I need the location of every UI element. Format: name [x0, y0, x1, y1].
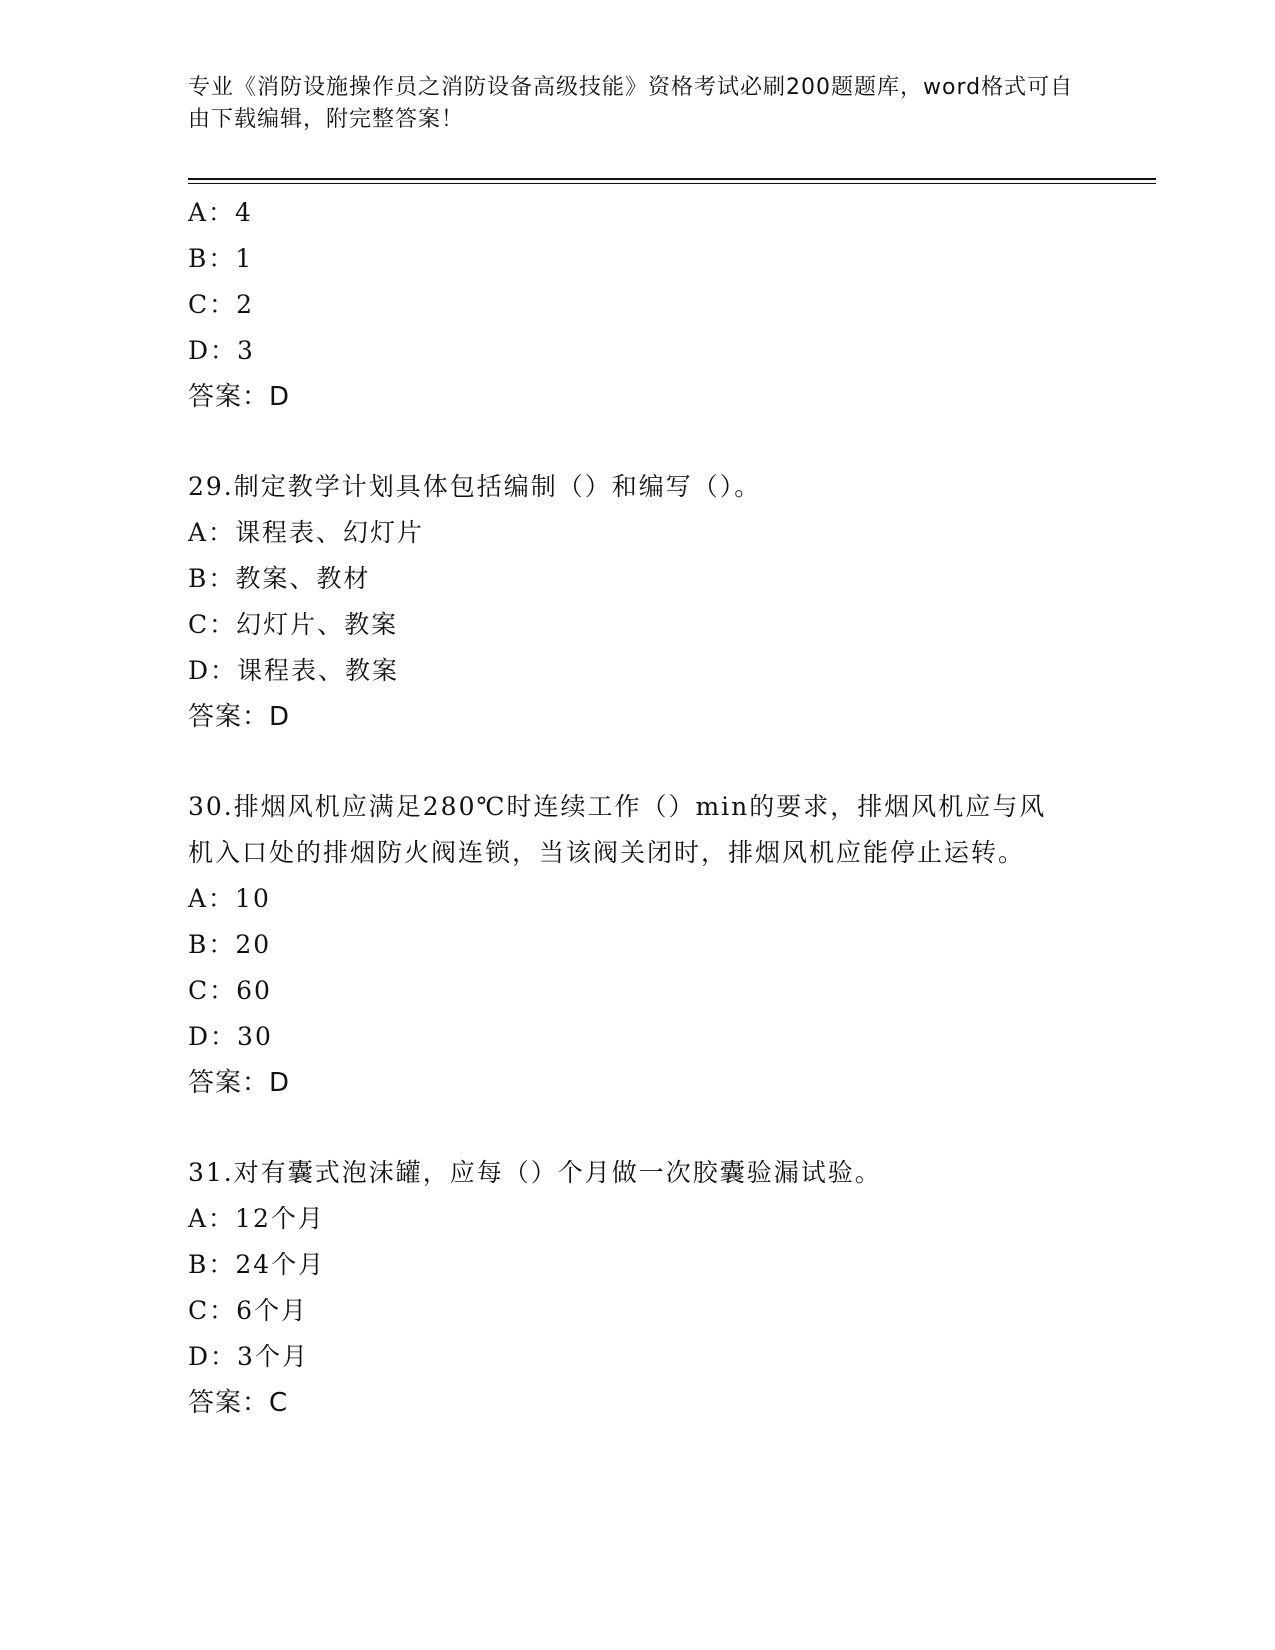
option-c: C：60: [188, 976, 272, 1005]
answer-line: 答案：D: [188, 1068, 291, 1098]
spacer: [188, 740, 1088, 784]
question-block-31: [188, 1150, 1088, 1426]
option-d: D：3: [188, 336, 255, 365]
question-block-30: [188, 784, 1088, 1106]
question-text: 30.排烟风机应满足280℃时连续工作（）min的要求，排烟风机应与风机入口处的排烟防火阀连锁，当该阀关闭时，排烟风机应能停止运转。: [188, 792, 1047, 867]
option-a: A：12个月: [188, 1204, 325, 1233]
option-d: D：3个月: [188, 1342, 309, 1371]
answer-line: 答案：D: [188, 382, 291, 412]
question-text: 31.对有囊式泡沫罐，应每（）个月做一次胶囊验漏试验。: [188, 1158, 882, 1187]
header-rule-top: [188, 178, 1156, 180]
option-b: B：1: [188, 244, 254, 273]
option-c: C：幻灯片、教案: [188, 610, 399, 639]
answer-line: 答案：C: [188, 1388, 289, 1418]
question-list: [188, 190, 1088, 1426]
spacer: [188, 1106, 1088, 1150]
question-block-prev: [188, 190, 1088, 420]
option-a: A：4: [188, 198, 253, 227]
option-b: B：24个月: [188, 1250, 326, 1279]
option-a: A：10: [188, 884, 271, 913]
option-d: D：课程表、教案: [188, 656, 400, 685]
question-block-29: [188, 464, 1088, 740]
option-a: A：课程表、幻灯片: [188, 518, 425, 547]
spacer: [188, 420, 1088, 464]
option-c: C：2: [188, 290, 255, 319]
option-b: B：教案、教材: [188, 564, 371, 593]
document-header: 专业《消防设施操作员之消防设备高级技能》资格考试必刷200题题库，word格式可自由下载编辑，附完整答案！: [188, 75, 1074, 132]
header-rule-bottom: [188, 183, 1156, 184]
option-b: B：20: [188, 930, 272, 959]
option-c: C：6个月: [188, 1296, 309, 1325]
question-text: 29.制定教学计划具体包括编制（）和编写（）。: [188, 472, 762, 501]
option-d: D：30: [188, 1022, 273, 1051]
answer-line: 答案：D: [188, 702, 291, 732]
